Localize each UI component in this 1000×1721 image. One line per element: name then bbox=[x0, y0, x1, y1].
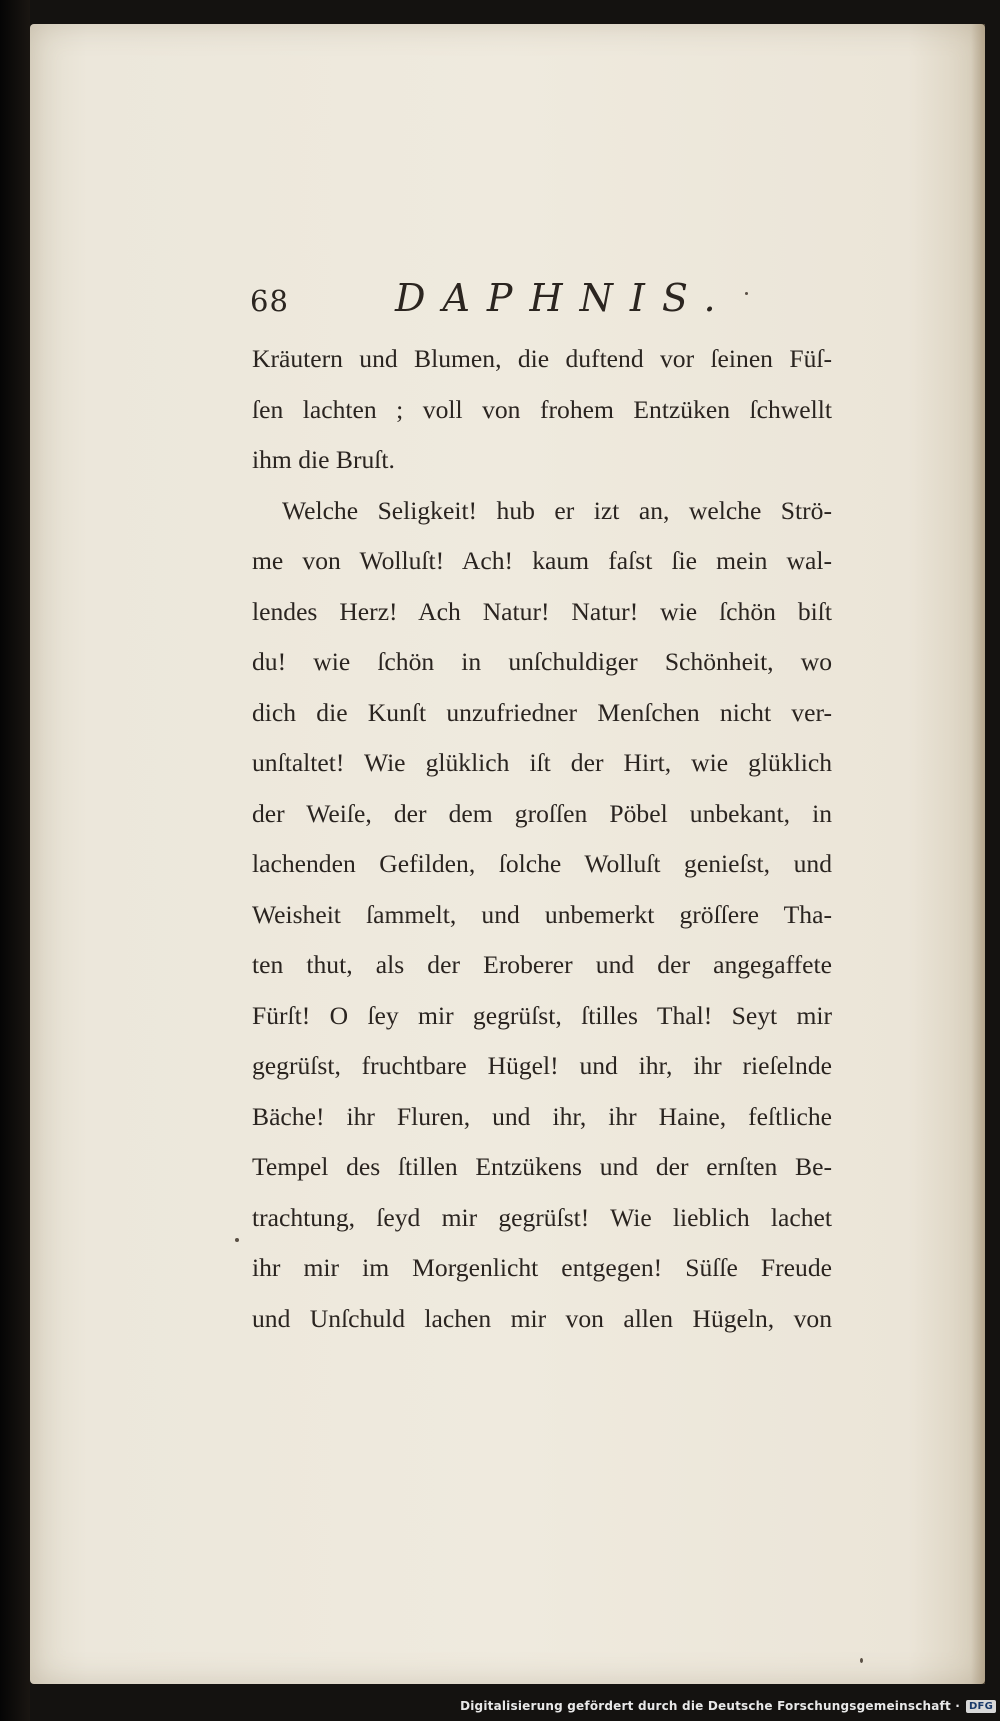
text-line: lendes Herz! Ach Natur! Natur! wie ſchön biſt bbox=[252, 596, 832, 626]
book-binding bbox=[0, 0, 30, 1721]
running-head bbox=[250, 276, 890, 326]
text-line: ihr mir im Morgenlicht entgegen! Süſſe Freude bbox=[252, 1253, 832, 1282]
body-text bbox=[252, 334, 832, 1344]
text-line: me von Wolluſt! Ach! kaum faſst ſie mein wal- bbox=[252, 546, 832, 575]
text-line: unſtaltet! Wie glüklich iſt der Hirt, wie glüklich bbox=[252, 748, 832, 777]
text-line: der Weiſe, der dem groſſen Pöbel unbekant, in bbox=[252, 798, 832, 828]
text-line: Weisheit ſammelt, und unbemerkt gröſſere Tha- bbox=[252, 899, 832, 929]
page-number: 68 bbox=[250, 284, 289, 318]
credit-text: Digitalisierung gefördert durch die Deutsche Forschungsgemeinschaft · bbox=[460, 1699, 961, 1713]
text-line: ihm die Bruſt. bbox=[252, 445, 395, 474]
digitization-credit bbox=[460, 1693, 996, 1719]
dfg-logo: DFG bbox=[966, 1700, 996, 1713]
page-edge-shadow bbox=[971, 24, 985, 1684]
paper-speck bbox=[235, 1238, 239, 1242]
text-line: Kräutern und Blumen, die duftend vor ſeinen Füſ- bbox=[252, 344, 832, 373]
running-title: DAPHNIS. bbox=[395, 276, 733, 320]
text-line: und Unſchuld lachen mir von allen Hügeln, von bbox=[252, 1303, 832, 1333]
paper-speck bbox=[860, 1658, 863, 1663]
text-line: Fürſt! O ſey mir gegrüſst, ſtilles Thal! Seyt mir bbox=[252, 1000, 832, 1030]
text-line: ſen lachten ; voll von frohem Entzüken ſchwellt bbox=[252, 394, 832, 424]
paper-speck bbox=[745, 292, 748, 295]
text-line: Welche Seligkeit! hub er izt an, welche Strö- bbox=[282, 495, 832, 525]
text-line: Bäche! ihr Fluren, und ihr, ihr Haine, feſtliche bbox=[252, 1101, 832, 1131]
text-line: trachtung, ſeyd mir gegrüſst! Wie lieblich lachet bbox=[252, 1202, 832, 1232]
text-line: gegrüſst, fruchtbare Hügel! und ihr, ihr rieſelnde bbox=[252, 1051, 832, 1080]
text-line: du! wie ſchön in unſchuldiger Schönheit, wo bbox=[252, 647, 832, 676]
text-line: dich die Kunſt unzufriedner Menſchen nicht ver- bbox=[252, 697, 832, 727]
text-line: Tempel des ſtillen Entzükens und der ernſten Be- bbox=[252, 1152, 832, 1181]
text-line: lachenden Gefilden, ſolche Wolluſt genieſst, und bbox=[252, 849, 832, 878]
text-line: ten thut, als der Eroberer und der angegaffete bbox=[252, 950, 832, 979]
